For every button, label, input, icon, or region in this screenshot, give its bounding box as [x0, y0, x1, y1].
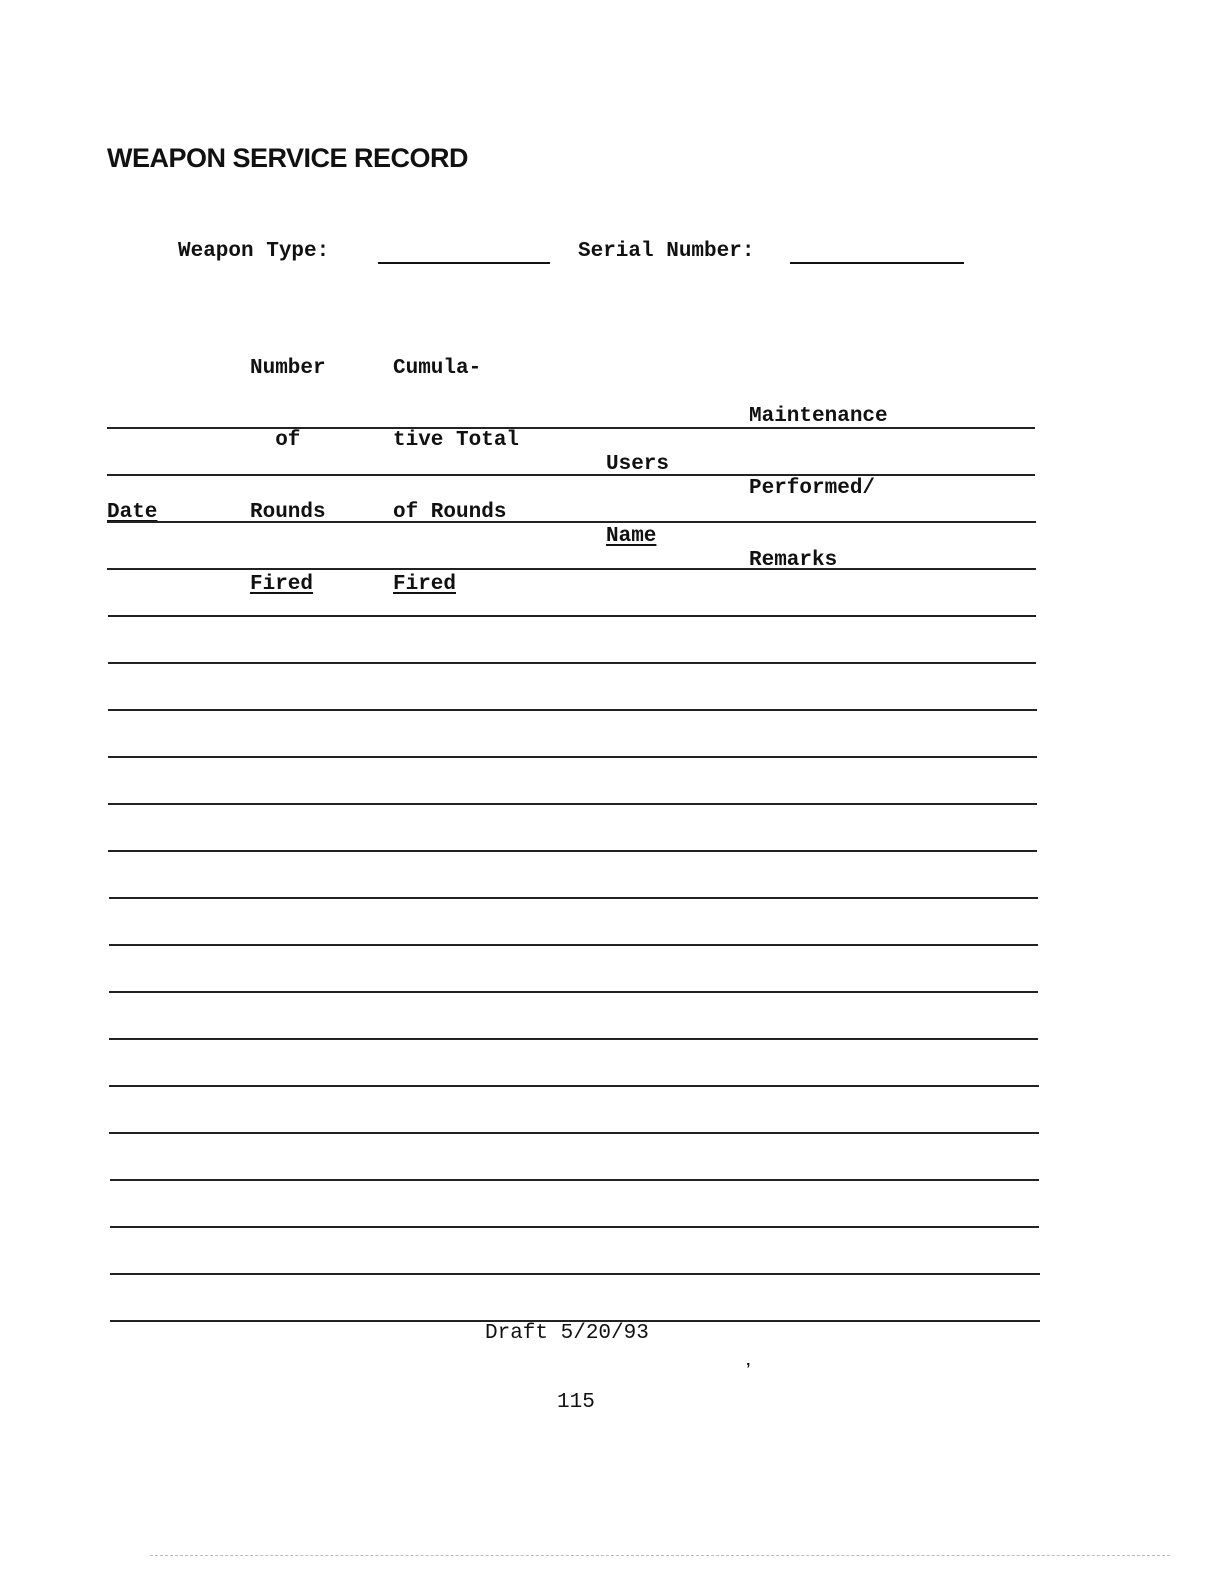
table-row[interactable] — [108, 850, 1037, 852]
table-row[interactable] — [108, 756, 1037, 758]
table-row[interactable] — [107, 427, 1035, 429]
header-line: tive Total — [393, 429, 520, 452]
draft-date: Draft 5/20/93 — [485, 1322, 649, 1345]
column-header-rounds-fired — [250, 309, 326, 645]
header-line: Fired — [250, 573, 314, 596]
table-row[interactable] — [110, 1179, 1039, 1181]
table-row[interactable] — [107, 521, 1036, 523]
serial-number-label: Serial Number: — [578, 240, 755, 263]
column-header-maintenance-remarks — [749, 309, 888, 621]
header-line: Date — [107, 501, 158, 524]
header-line: Number — [250, 357, 326, 380]
table-row[interactable] — [109, 897, 1038, 899]
header-line: Maintenance — [749, 405, 888, 428]
table-row[interactable] — [107, 474, 1035, 476]
scan-edge-artifact — [150, 1555, 1170, 1556]
header-line: Remarks — [749, 549, 838, 572]
header-line: Rounds — [250, 501, 326, 524]
table-row[interactable] — [109, 944, 1038, 946]
column-header-users-name — [606, 309, 669, 597]
weapon-type-field[interactable] — [378, 262, 550, 264]
table-row[interactable] — [110, 1226, 1039, 1228]
table-row[interactable] — [109, 991, 1038, 993]
stray-mark: ‚ — [746, 1352, 751, 1369]
table-row[interactable] — [110, 1273, 1040, 1275]
table-row[interactable] — [109, 1038, 1038, 1040]
page-number: 115 — [557, 1391, 595, 1414]
header-line: of — [250, 429, 301, 452]
column-header-date — [107, 309, 157, 573]
table-row[interactable] — [108, 615, 1036, 617]
header-line: Cumula- — [393, 357, 482, 380]
page-title: WEAPON SERVICE RECORD — [107, 143, 469, 173]
table-row[interactable] — [108, 662, 1036, 664]
column-header-cumulative-total — [393, 309, 519, 645]
header-line: Performed/ — [749, 477, 876, 500]
table-row[interactable] — [109, 1132, 1039, 1134]
weapon-type-label: Weapon Type: — [178, 240, 330, 263]
header-line: Users — [606, 453, 670, 476]
header-line: Name — [606, 525, 657, 548]
table-row[interactable] — [108, 709, 1037, 711]
header-line: Fired — [393, 573, 457, 596]
table-row[interactable] — [109, 1085, 1039, 1087]
table-row[interactable] — [107, 568, 1036, 570]
table-row[interactable] — [108, 803, 1037, 805]
serial-number-field[interactable] — [790, 262, 964, 264]
header-line: of Rounds — [393, 501, 507, 524]
